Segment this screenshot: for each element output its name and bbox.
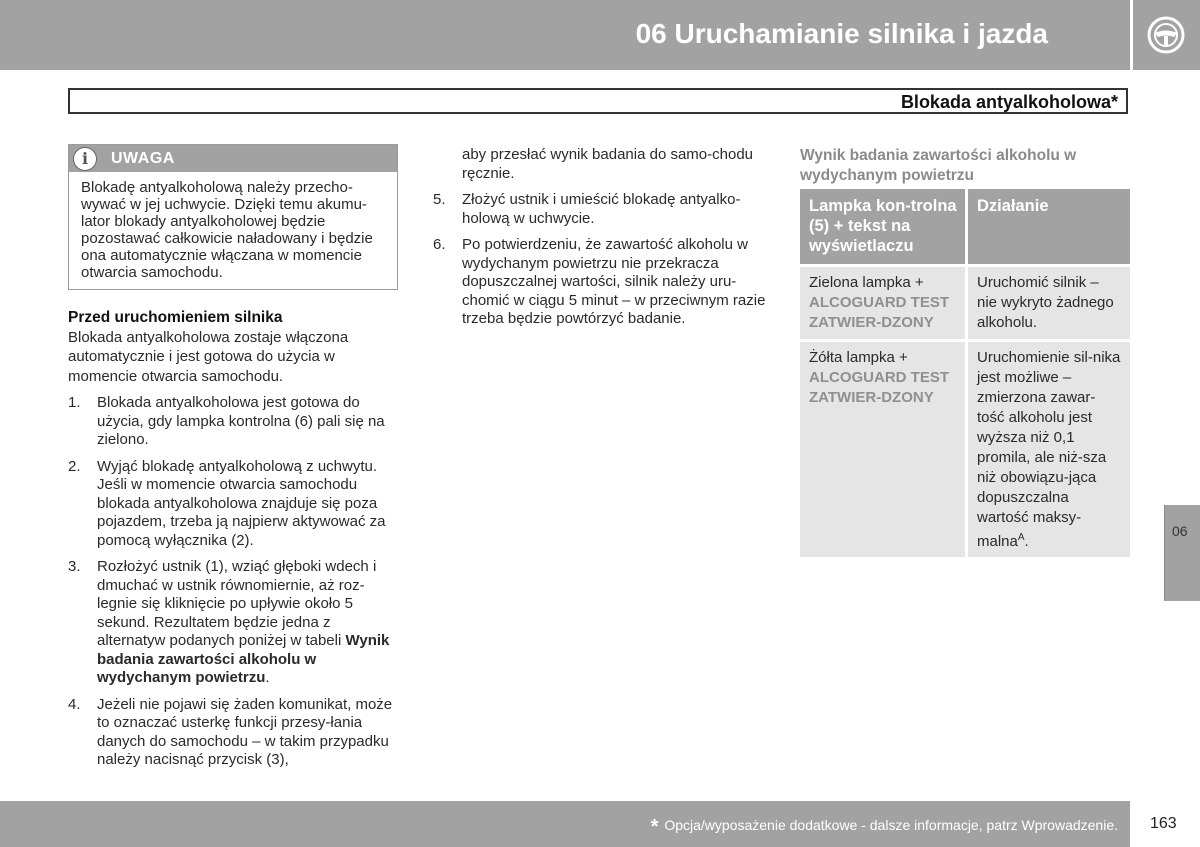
section-bar — [68, 88, 1128, 114]
steering-wheel-icon — [1146, 15, 1186, 55]
step-number: 1. — [68, 394, 81, 411]
table-cell-lamp — [800, 339, 968, 557]
step-item — [433, 191, 768, 228]
warning-box — [68, 144, 398, 290]
table-reference: Wynik badania zawartości alkoholu w wydychanym powietrzu — [97, 632, 390, 686]
step-text: Wyjąć blokadę antyalkoholową z uchwytu. Jeśli w momencie otwarcia samochodu blokada antyalkoholowa znajduje się poza pojazdem, trzeba ją najpierw aktywować za pomocą wyłącznika (2). — [97, 457, 386, 549]
step-item — [68, 394, 400, 450]
footnote-star: * — [650, 816, 659, 838]
step-text: Złożyć ustnik i umieścić blokadę antyalko-holową w uchwycie. — [462, 191, 741, 227]
step-item — [68, 458, 400, 551]
step-number: 5. — [433, 191, 446, 208]
step-number: 6. — [433, 236, 446, 253]
table-cell-action — [968, 339, 1130, 557]
section-title: Blokada antyalkoholowa* — [900, 92, 1118, 112]
warning-header — [69, 145, 397, 172]
display-message: ALCOGUARD TEST ZATWIER-DZONY — [809, 294, 949, 331]
column-middle — [433, 146, 768, 329]
step-item — [68, 558, 400, 688]
step-number: 2. — [68, 457, 81, 475]
table-row — [800, 264, 1130, 339]
warning-text: Blokadę antyalkoholową należy przecho-wywać w jej uchwycie. Dzięki temu akumu-lator blokady antyalkoholowej będzie pozostawać całkowicie naładowany i będzie ona automatycznie włączana w momencie otwarcia samochodu. — [81, 179, 373, 281]
display-message: ALCOGUARD TEST ZATWIER-DZONY — [809, 369, 949, 406]
page-number: 163 — [1150, 815, 1177, 832]
step-item — [433, 236, 768, 329]
step-number: 4. — [68, 695, 81, 713]
chapter-side-tab — [1164, 505, 1200, 601]
column-right — [800, 146, 1130, 557]
table-header-row — [800, 189, 1130, 264]
steps-list-continued — [433, 191, 768, 329]
steps-list — [68, 394, 400, 770]
table-row — [800, 339, 1130, 557]
lamp-text: Zielona lampka + — [809, 274, 924, 291]
footer-band — [0, 801, 1130, 847]
step-text: Blokada antyalkoholowa jest gotowa do użycia, gdy lampka kontrolna (6) pali się na zielono. — [97, 394, 385, 448]
step-text: Rozłożyć ustnik (1), wziąć głęboki wdech i dmuchać w ustnik równomiernie, aż roz-legnie się kliknięcie po upływie około 5 sekund. Rezultatem będzie jedna z alternatyw podanych poniżej w tabeli — [97, 558, 377, 649]
action-text-end: . — [1024, 533, 1029, 550]
warning-label: UWAGA — [111, 150, 175, 167]
lamp-text: Żółta lampka + — [809, 349, 908, 366]
table-header-action: Działanie — [968, 189, 1130, 264]
footer-note — [651, 816, 1118, 839]
column-left — [68, 144, 400, 770]
chapter-icon-box — [1133, 0, 1200, 70]
info-icon: i — [73, 147, 97, 171]
step-item — [68, 696, 400, 770]
table-cell-action — [968, 264, 1130, 339]
table-header-lamp: Lampka kon-trolna (5) + tekst na wyświetlaczu — [800, 189, 968, 264]
action-text: Uruchomić silnik – nie wykryto żadnego alkoholu. — [977, 274, 1114, 331]
table-cell-lamp — [800, 264, 968, 339]
step-continuation: aby przesłać wynik badania do samo-chodu ręcznie. — [462, 146, 753, 182]
result-table — [800, 189, 1130, 557]
chapter-side-tab-label: 06 — [1172, 523, 1188, 539]
before-start-heading: Przed uruchomieniem silnika — [68, 309, 283, 326]
chapter-header — [0, 0, 1130, 70]
step-text: Po potwierdzeniu, że zawartość alkoholu w wydychanym powietrzu nie przekracza dopuszczalnej wartości, silnik należy uru-chomić w ciągu 5 minut – w przeciwnym razie trzeba będzie powtórzyć badanie. — [462, 236, 766, 327]
footer-note-text: Opcja/wyposażenie dodatkowe - dalsze informacje, patrz Wprowadzenie. — [664, 817, 1118, 833]
action-text: Uruchomienie sil-nika jest możliwe – zmierzona zawar-tość alkoholu jest wyższa niż 0,1 promila, ale niż-sza niż obowiązu-jąca dopuszczalna wartość maksy-malna — [977, 349, 1121, 550]
footnote-marker: A — [1017, 532, 1025, 543]
step-text: Jeżeli nie pojawi się żaden komunikat, może to oznaczać usterkę funkcji przesy-łania danych do samochodu – w takim przypadku należy nacisnąć przycisk (3), — [97, 695, 393, 768]
step-number: 3. — [68, 558, 81, 575]
step-text-end: . — [265, 669, 270, 686]
table-title: Wynik badania zawartości alkoholu w wydychanym powietrzu — [800, 147, 1077, 184]
chapter-title: 06 Uruchamianie silnika i jazda — [635, 18, 1048, 49]
before-start-intro: Blokada antyalkoholowa zostaje włączona automatycznie i jest gotowa do użycia w momencie otwarcia samochodu. — [68, 328, 349, 385]
